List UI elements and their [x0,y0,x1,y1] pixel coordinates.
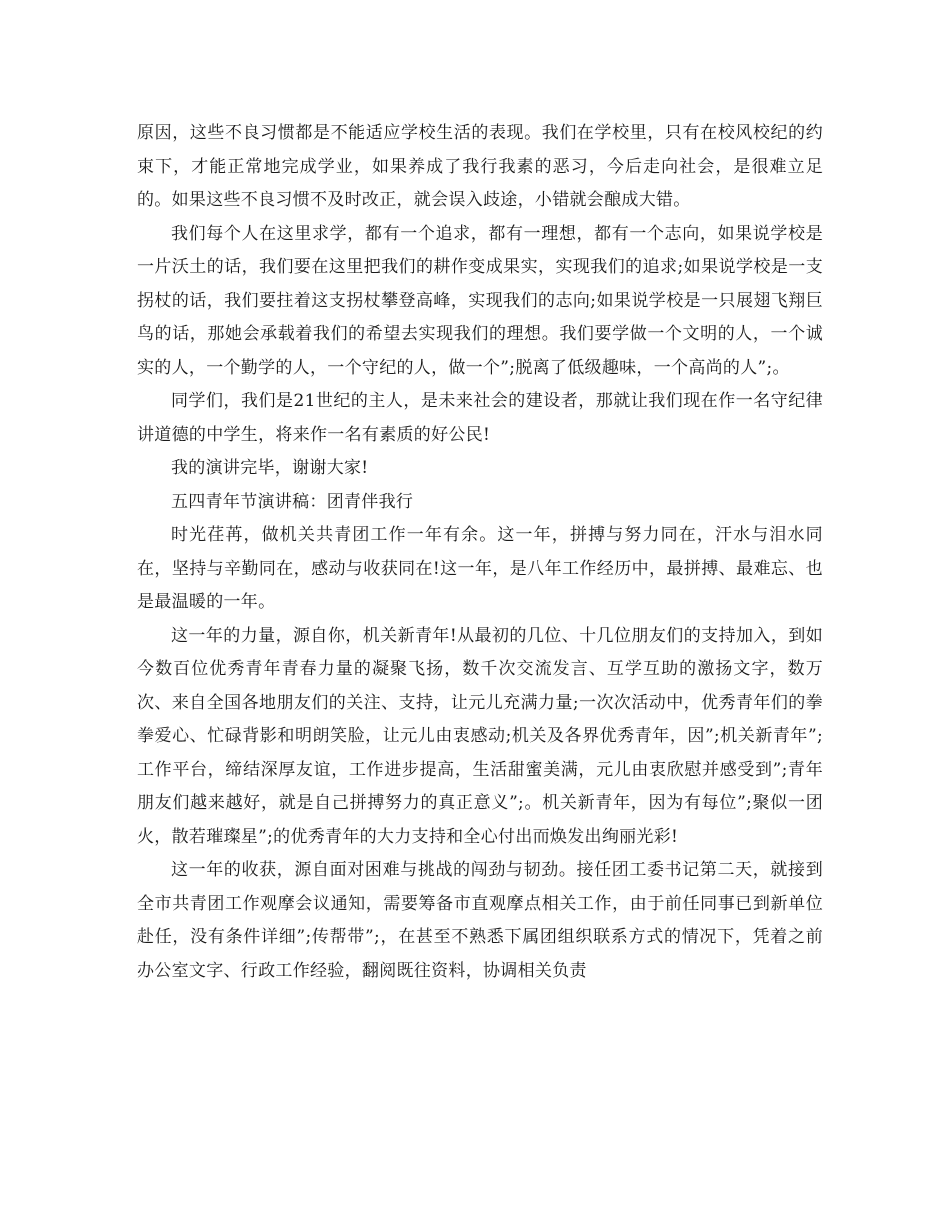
paragraph-4: 我的演讲完毕，谢谢大家! [171,458,369,478]
paragraph-3: 同学们，我们是21世纪的主人，是未来社会的建设者，那就让我们现在作一名守纪律讲道德的中学生，将来作一名有素质的好公民! [137,391,823,445]
document-page [137,117,823,988]
paragraph-2: 我们每个人在这里求学，都有一个追求，都有一理想，都有一个志向，如果说学校是一片沃土的话，我们要在这里把我们的耕作变成果实，实现我们的追求;如果说学校是一支拐杖的话，我们要拄着这支拐杖攀登高峰，实现我们的志向;如果说学校是一只展翅飞翔巨鸟的话，那她会承载着我们的希望去实现我们的理想。我们要学做一个文明的人，一个诚实的人，一个勤学的人，一个守纪的人，做一个”;脱离了低级趣味，一个高尚的人”;。 [137,223,823,378]
section-heading: 五四青年节演讲稿：团青伴我行 [171,491,414,512]
paragraph-6: 这一年的力量，源自你，机关新青年!从最初的几位、十几位朋友们的支持加入，到如今数百位优秀青年青春力量的凝聚飞扬，数千次交流发言、互学互助的激扬文字，数万次、来自全国各地朋友们的关注、支持，让元儿充满力量;一次次活动中，优秀青年们的拳拳爱心、忙碌背影和明朗笑脸，让元儿由衷感动;机关及各界优秀青年，因”;机关新青年”;工作平台，缔结深厚友谊，工作进步提高，生活甜蜜美满，元儿由衷欣慰并感受到”;青年朋友们越来越好，就是自己拼搏努力的真正意义”;。机关新青年，因为有每位”;聚似一团火，散若璀璨星”;的优秀青年的大力支持和全心付出而焕发出绚丽光彩! [137,625,823,847]
paragraph-7: 这一年的收获，源自面对困难与挑战的闯劲与韧劲。接任团工委书记第二天，就接到全市共青团工作观摩会议通知，需要筹备市直观摩点相关工作，由于前任同事已到新单位赴任，没有条件详细”;传帮带”;，在甚至不熟悉下属团组织联系方式的情况下，凭着之前办公室文字、行政工作经验，翻阅既往资料，协调相关负责 [137,860,823,981]
paragraph-1: 原因，这些不良习惯都是不能适应学校生活的表现。我们在学校里，只有在校风校纪的约束下，才能正常地完成学业，如果养成了我行我素的恶习，今后走向社会，是很难立足的。如果这些不良习惯不及时改正，就会误入歧途，小错就会酿成大错。 [137,123,823,210]
paragraph-5: 时光荏苒，做机关共青团工作一年有余。这一年，拼搏与努力同在，汗水与泪水同在，坚持与辛勤同在，感动与收获同在!这一年，是八年工作经历中，最拼搏、最难忘、也是最温暖的一年。 [137,525,823,612]
